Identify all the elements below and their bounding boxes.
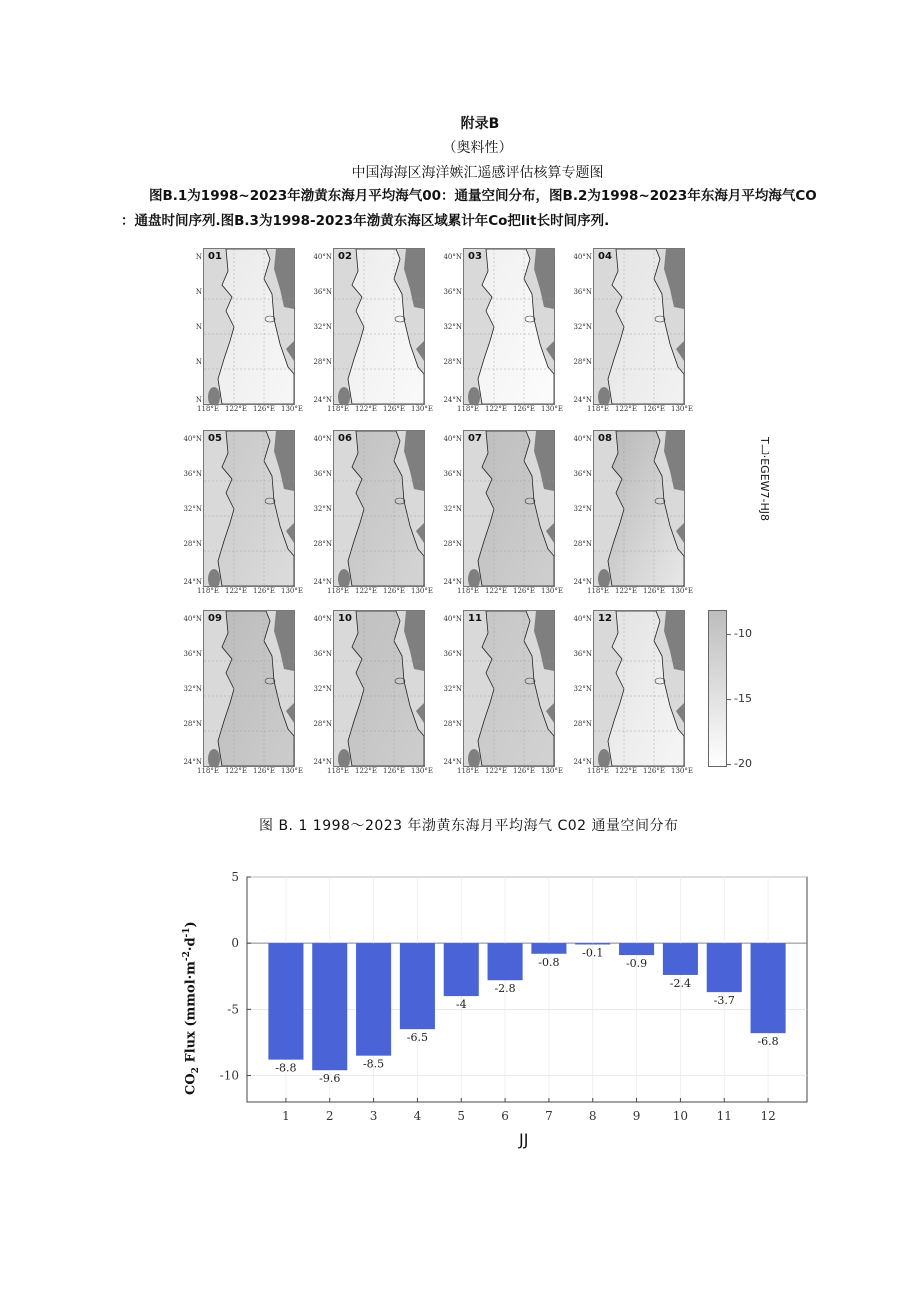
- map-graphic: [204, 611, 294, 766]
- taiwan-land: [468, 569, 480, 586]
- longitude-label: 118°E: [587, 587, 609, 595]
- longitude-label: 122°E: [615, 767, 637, 775]
- latitude-label: 28°N: [443, 720, 462, 728]
- latitude-label: 24°N: [313, 396, 332, 404]
- bar-month-12: [751, 943, 786, 1033]
- korea-land: [534, 431, 554, 491]
- bar-month-10: [663, 943, 698, 975]
- taiwan-land: [468, 749, 480, 766]
- latitude-label: 36°N: [183, 470, 202, 478]
- latitude-label: 32°N: [313, 505, 332, 513]
- japan-land: [286, 703, 294, 723]
- longitude-label: 122°E: [355, 405, 377, 413]
- latitude-label: 40°N: [313, 253, 332, 261]
- latitude-label: 36°N: [183, 650, 202, 658]
- map-panel-07: [463, 430, 555, 587]
- latitude-label: 32°N: [183, 685, 202, 693]
- longitude-label: 126°E: [643, 405, 665, 413]
- longitude-label: 130°E: [541, 405, 563, 413]
- korea-land: [274, 249, 294, 309]
- latitude-label: 36°N: [573, 470, 592, 478]
- latitude-label: 24°N: [443, 758, 462, 766]
- taiwan-land: [208, 387, 220, 404]
- y-tick-label: -10: [219, 1068, 239, 1083]
- data-label: -3.7: [713, 994, 735, 1008]
- map-panel-10: [333, 610, 425, 767]
- latitude-label: 28°N: [443, 540, 462, 548]
- longitude-label: 126°E: [513, 767, 535, 775]
- latitude-label: 40°N: [313, 435, 332, 443]
- japan-land: [416, 523, 424, 543]
- latitude-label: 24°N: [183, 578, 202, 586]
- x-tick-label: 5: [457, 1109, 466, 1123]
- data-label: -2.8: [494, 982, 516, 996]
- japan-land: [416, 341, 424, 361]
- colorbar-tick: -10: [734, 627, 752, 640]
- longitude-label: 126°E: [253, 405, 275, 413]
- x-tick-label: 6: [501, 1109, 509, 1123]
- japan-land: [546, 341, 554, 361]
- longitude-label: 118°E: [197, 405, 219, 413]
- korea-land: [404, 249, 424, 309]
- bar-month-11: [707, 943, 742, 992]
- data-label: -2.4: [669, 976, 692, 990]
- latitude-label: 40°N: [183, 435, 202, 443]
- data-label: -4: [455, 998, 467, 1012]
- longitude-label: 122°E: [485, 405, 507, 413]
- x-tick-label: 11: [716, 1109, 732, 1123]
- japan-land: [286, 341, 294, 361]
- longitude-label: 126°E: [513, 405, 535, 413]
- map-graphic: [464, 249, 554, 404]
- japan-land: [676, 523, 684, 543]
- x-tick-label: 9: [632, 1109, 641, 1123]
- map-panel-label: 04: [598, 251, 612, 262]
- side-note: T乚·EGEW7-HJ8: [758, 437, 771, 521]
- longitude-label: 130°E: [541, 767, 563, 775]
- longitude-label: 118°E: [457, 587, 479, 595]
- x-axis-label: JJ: [519, 1130, 529, 1149]
- latitude-label: 28°N: [443, 358, 462, 366]
- longitude-label: 130°E: [411, 405, 433, 413]
- latitude-label: 36°N: [313, 650, 332, 658]
- bar-month-1: [268, 943, 303, 1059]
- latitude-label: 32°N: [573, 685, 592, 693]
- longitude-label: 126°E: [383, 767, 405, 775]
- map-panel-label: 09: [208, 613, 222, 624]
- longitude-label: 118°E: [197, 587, 219, 595]
- longitude-label: 122°E: [615, 587, 637, 595]
- japan-land: [416, 703, 424, 723]
- latitude-label: 28°N: [573, 540, 592, 548]
- latitude-label: 32°N: [313, 685, 332, 693]
- longitude-label: 118°E: [327, 587, 349, 595]
- latitude-label: 32°N: [443, 505, 462, 513]
- map-panel-03: [463, 248, 555, 405]
- latitude-label: 24°N: [573, 396, 592, 404]
- latitude-label: 28°N: [313, 540, 332, 548]
- map-graphic: [464, 611, 554, 766]
- longitude-label: 118°E: [587, 767, 609, 775]
- y-tick-label: 5: [231, 870, 239, 884]
- latitude-label: 40°N: [573, 615, 592, 623]
- map-panel-label: 06: [338, 433, 352, 444]
- bar-month-2: [312, 943, 347, 1070]
- korea-land: [664, 431, 684, 491]
- latitude-label: 24°N: [313, 578, 332, 586]
- latitude-label: 36°N: [573, 650, 592, 658]
- latitude-label: 32°N: [573, 505, 592, 513]
- latitude-label: N: [195, 358, 202, 366]
- latitude-label: 28°N: [573, 720, 592, 728]
- japan-land: [676, 341, 684, 361]
- japan-land: [286, 523, 294, 543]
- latitude-label: 32°N: [443, 323, 462, 331]
- map-panel-label: 07: [468, 433, 482, 444]
- y-tick-label: -5: [227, 1002, 239, 1017]
- longitude-label: 122°E: [485, 587, 507, 595]
- map-panel-08: [593, 430, 685, 587]
- longitude-label: 130°E: [671, 587, 693, 595]
- x-tick-label: 10: [672, 1109, 689, 1123]
- korea-land: [404, 611, 424, 671]
- map-panel-label: 05: [208, 433, 222, 444]
- korea-land: [664, 249, 684, 309]
- map-graphic: [594, 611, 684, 766]
- latitude-label: 24°N: [573, 578, 592, 586]
- longitude-label: 122°E: [225, 405, 247, 413]
- map-panel-label: 08: [598, 433, 612, 444]
- map-graphic: [594, 431, 684, 586]
- y-axis-label: $CO_2$ Flux $(mmol\cdot m^{-2}\cdot d^{-1})$: [182, 921, 201, 1095]
- japan-land: [676, 703, 684, 723]
- latitude-label: 36°N: [443, 288, 462, 296]
- latitude-label: 24°N: [443, 396, 462, 404]
- longitude-label: 130°E: [411, 767, 433, 775]
- longitude-label: 130°E: [671, 405, 693, 413]
- data-label: -6.8: [757, 1035, 779, 1049]
- bar-month-6: [488, 943, 523, 980]
- map-panel-12: [593, 610, 685, 767]
- data-label: -0.9: [625, 957, 648, 971]
- longitude-label: 122°E: [355, 587, 377, 595]
- colorbar-tick: -20: [734, 757, 752, 770]
- korea-land: [274, 611, 294, 671]
- map-panel-09: [203, 610, 295, 767]
- figure-caption: 图 B. 1 1998～2023 年渤黄东海月平均海气 C02 通量空间分布: [259, 818, 679, 834]
- data-label: -6.5: [406, 1031, 429, 1045]
- x-tick-label: 8: [588, 1109, 597, 1123]
- taiwan-land: [598, 749, 610, 766]
- latitude-label: 40°N: [443, 253, 462, 261]
- latitude-label: 32°N: [443, 685, 462, 693]
- longitude-label: 126°E: [253, 587, 275, 595]
- longitude-label: 130°E: [411, 587, 433, 595]
- bar-month-4: [400, 943, 435, 1029]
- section-title: 中国海海区海洋嫉汇遥感评估核算专题图: [351, 165, 604, 181]
- bar-month-9: [619, 943, 654, 955]
- taiwan-land: [598, 387, 610, 404]
- taiwan-land: [598, 569, 610, 586]
- map-panel-11: [463, 610, 555, 767]
- map-graphic: [204, 431, 294, 586]
- longitude-label: 122°E: [615, 405, 637, 413]
- longitude-label: 122°E: [225, 587, 247, 595]
- longitude-label: 122°E: [225, 767, 247, 775]
- map-panel-label: 11: [468, 613, 482, 624]
- data-label: -8.5: [362, 1057, 385, 1071]
- y-tick-label: 0: [231, 936, 239, 951]
- map-panel-label: 10: [338, 613, 352, 624]
- map-panel-05: [203, 430, 295, 587]
- data-label: -0.8: [538, 955, 560, 969]
- longitude-label: 130°E: [281, 405, 303, 413]
- longitude-label: 126°E: [383, 587, 405, 595]
- longitude-label: 126°E: [643, 587, 665, 595]
- paragraph-line-2: ：通盘时间序列.图B.3为1998-2023年渤黄东海区域累计年Co把lit长时间序列.: [121, 213, 610, 229]
- latitude-label: 28°N: [313, 720, 332, 728]
- x-tick-label: 1: [282, 1109, 290, 1123]
- x-tick-label: 2: [325, 1109, 334, 1123]
- data-label: -9.6: [319, 1072, 341, 1086]
- bar-month-5: [444, 943, 479, 996]
- latitude-label: 40°N: [443, 435, 462, 443]
- latitude-label: 40°N: [183, 615, 202, 623]
- map-graphic: [334, 431, 424, 586]
- longitude-label: 126°E: [383, 405, 405, 413]
- taiwan-land: [208, 749, 220, 766]
- map-graphic: [594, 249, 684, 404]
- bar-month-8: [575, 943, 610, 944]
- korea-land: [534, 249, 554, 309]
- map-panel-04: [593, 248, 685, 405]
- latitude-label: 28°N: [183, 720, 202, 728]
- longitude-label: 118°E: [587, 405, 609, 413]
- latitude-label: 40°N: [573, 253, 592, 261]
- colorbar-tick: -15: [734, 692, 752, 705]
- longitude-label: 126°E: [643, 767, 665, 775]
- map-panel-06: [333, 430, 425, 587]
- map-graphic: [334, 611, 424, 766]
- latitude-label: 32°N: [573, 323, 592, 331]
- x-tick-label: 7: [545, 1109, 553, 1123]
- taiwan-land: [338, 387, 350, 404]
- latitude-label: 24°N: [313, 758, 332, 766]
- x-tick-label: 3: [369, 1109, 378, 1123]
- japan-land: [546, 703, 554, 723]
- data-label: -8.8: [275, 1061, 297, 1075]
- longitude-label: 130°E: [281, 767, 303, 775]
- map-panel-01: [203, 248, 295, 405]
- latitude-label: 32°N: [183, 505, 202, 513]
- latitude-label: N: [195, 288, 202, 296]
- taiwan-land: [338, 749, 350, 766]
- latitude-label: 32°N: [313, 323, 332, 331]
- korea-land: [274, 431, 294, 491]
- japan-land: [546, 523, 554, 543]
- latitude-label: 40°N: [443, 615, 462, 623]
- latitude-label: 40°N: [313, 615, 332, 623]
- longitude-label: 118°E: [327, 767, 349, 775]
- data-label: -0.1: [582, 946, 604, 960]
- latitude-label: 24°N: [443, 578, 462, 586]
- latitude-label: 36°N: [313, 288, 332, 296]
- x-tick-label: 4: [413, 1109, 422, 1123]
- latitude-label: 40°N: [573, 435, 592, 443]
- longitude-label: 126°E: [253, 767, 275, 775]
- longitude-label: 130°E: [671, 767, 693, 775]
- korea-land: [534, 611, 554, 671]
- korea-land: [404, 431, 424, 491]
- map-panel-label: 01: [208, 251, 222, 262]
- longitude-label: 122°E: [355, 767, 377, 775]
- latitude-label: 28°N: [183, 540, 202, 548]
- latitude-label: 36°N: [443, 650, 462, 658]
- latitude-label: 28°N: [573, 358, 592, 366]
- latitude-label: 36°N: [573, 288, 592, 296]
- korea-land: [664, 611, 684, 671]
- latitude-label: N: [195, 253, 202, 261]
- x-tick-label: 12: [760, 1109, 776, 1123]
- co2-flux-bar-chart: [180, 860, 820, 1130]
- longitude-label: 118°E: [327, 405, 349, 413]
- longitude-label: 130°E: [541, 587, 563, 595]
- latitude-label: 36°N: [313, 470, 332, 478]
- bar-month-7: [531, 943, 566, 954]
- map-graphic: [204, 249, 294, 404]
- map-panel-label: 12: [598, 613, 612, 624]
- longitude-label: 118°E: [457, 767, 479, 775]
- taiwan-land: [208, 569, 220, 586]
- longitude-label: 122°E: [485, 767, 507, 775]
- longitude-label: 130°E: [281, 587, 303, 595]
- latitude-label: 36°N: [443, 470, 462, 478]
- taiwan-land: [468, 387, 480, 404]
- longitude-label: 118°E: [457, 405, 479, 413]
- colorbar: [708, 610, 727, 767]
- longitude-label: 118°E: [197, 767, 219, 775]
- map-graphic: [334, 249, 424, 404]
- appendix-title: 附录B: [460, 116, 500, 132]
- bar-month-3: [356, 943, 391, 1056]
- latitude-label: 24°N: [183, 758, 202, 766]
- latitude-label: 24°N: [573, 758, 592, 766]
- map-panel-02: [333, 248, 425, 405]
- taiwan-land: [338, 569, 350, 586]
- latitude-label: N: [195, 323, 202, 331]
- map-panel-label: 02: [338, 251, 352, 262]
- map-graphic: [464, 431, 554, 586]
- appendix-note: （奥料性）: [442, 140, 513, 156]
- latitude-label: 28°N: [313, 358, 332, 366]
- paragraph-line-1: 图B.1为1998~2023年渤黄东海月平均海气00：通量空间分布，图B.2为1998~2023年东海月平均海气CO: [149, 188, 817, 204]
- longitude-label: 126°E: [513, 587, 535, 595]
- map-panel-label: 03: [468, 251, 482, 262]
- latitude-label: N: [195, 396, 202, 404]
